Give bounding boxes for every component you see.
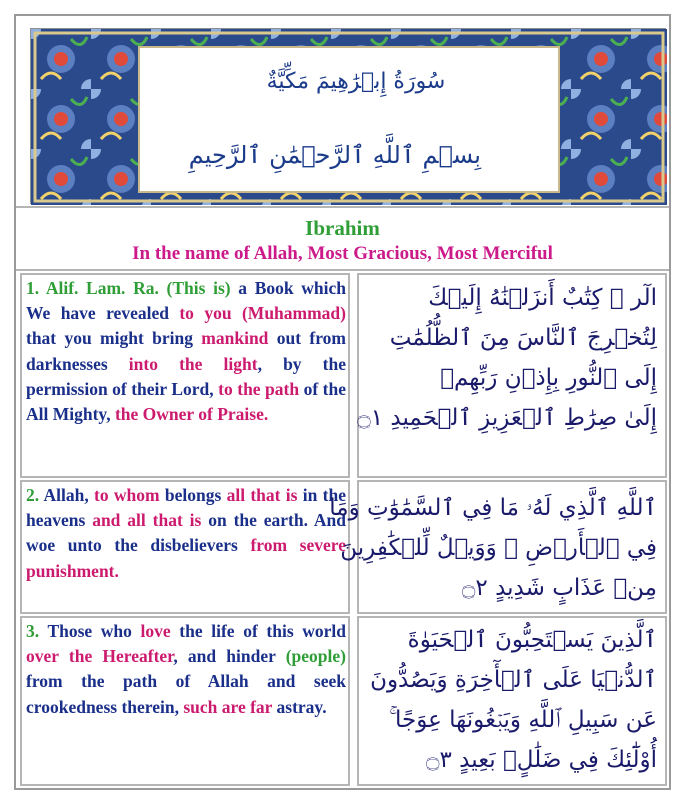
verse-3-text-segment: such are far — [183, 696, 273, 717]
verse-1-arabic-line: إِلَى ٱلنُّورِ بِإِذۡنِ رَبِّهِمۡ — [440, 365, 657, 391]
verse-3-text-segment: astray. — [272, 696, 327, 717]
verse-2-arabic-line: فِي ٱلۡأَرۡضِ ۗ وَوَيۡلٌ لِّلۡكَٰفِرِينَ — [340, 535, 657, 561]
surah-name-english: Ibrahim — [305, 216, 380, 240]
basmala-arabic: بِسۡمِ ٱللَّهِ ٱلرَّحۡمَٰنِ ٱلرَّحِيمِ — [188, 141, 481, 169]
verse-2-arabic-line: ٱللَّهِ ٱلَّذِي لَهُۥ مَا فِي ٱلسَّمَٰوَٰتِ وَمَا — [329, 495, 657, 521]
verse-1-text-segment: of the All Mighty, — [26, 378, 346, 425]
verse-1-text-segment: into the light — [128, 353, 258, 374]
verse-1-text-segment: a Book which We have revealed — [26, 278, 346, 324]
verse-1-text-segment: that you might bring — [26, 328, 202, 349]
verse-1-text-segment: to you (Muhammad) — [179, 303, 346, 324]
surah-header-banner — [30, 28, 666, 204]
verse-3-arabic-line: ٱلدُّنۡيَا عَلَى ٱلۡأٓخِرَةِ وَيَصُدُّونَ — [370, 667, 657, 693]
verse-2-text-segment: all that is — [226, 485, 298, 505]
surah-title-box — [16, 206, 669, 271]
verse-row-3 — [16, 614, 669, 790]
verse-3-text-segment: Those who — [47, 621, 141, 641]
verse-1-arabic-line: الٓر ۚ كِتَٰبٌ أَنزَلۡنَٰهُ إِلَيۡكَ — [428, 285, 657, 311]
verse-row-2 — [16, 478, 669, 614]
verse-2-arabic-line: مِنۡ عَذَابٍ شَدِيدٍ ۝٢ — [461, 575, 657, 601]
ornamental-frame — [31, 29, 667, 205]
verse-3-translation — [20, 616, 350, 786]
verse-1-arabic — [357, 273, 667, 478]
verse-2-text-segment: and all that is — [92, 510, 202, 531]
verse-3-arabic — [357, 616, 667, 786]
verse-1-arabic-line: إِلَىٰ صِرَٰطِ ٱلۡعَزِيزِ ٱلۡحَمِيدِ ۝١ — [357, 405, 657, 431]
verse-2-arabic — [329, 480, 667, 614]
verse-3-text-segment: 3. — [26, 621, 48, 641]
verse-1-arabic-line: لِتُخۡرِجَ ٱلنَّاسَ مِنَ ٱلظُّلُمَٰتِ — [389, 325, 657, 351]
verse-row-1 — [16, 271, 669, 478]
verse-3-arabic-line: عَن سَبِيلِ ٱللَّهِ وَيَبۡغُونَهَا عِوَجًا ۚ — [389, 707, 657, 733]
verse-3-text-segment: , and hinder — [173, 646, 286, 667]
verse-2-text-segment: belongs — [159, 485, 227, 505]
verse-3-text-segment: love — [140, 621, 171, 641]
verse-1-text-segment: out from darknesses — [26, 328, 347, 374]
verse-1-text-segment: (This is) — [166, 278, 231, 298]
verse-2-translation — [20, 480, 350, 614]
verse-2-text-segment: to whom — [94, 485, 160, 505]
verse-3-text-segment: (people) — [285, 646, 346, 667]
page-frame — [14, 14, 671, 790]
verse-2-text-segment: 2. — [26, 485, 44, 505]
verse-1-text-segment: 1. Alif. Lam. Ra. — [26, 278, 167, 298]
verse-1-text-segment: mankind — [201, 328, 269, 349]
verse-3-arabic-line: ٱلَّذِينَ يَسۡتَحِبُّونَ ٱلۡحَيَوٰةَ — [407, 627, 657, 653]
verse-3-text-segment: from the path of Allah and seek crookedness therein, — [26, 671, 346, 717]
verse-3-text-segment: the life of this world — [170, 621, 346, 641]
verse-3-arabic-line: أُوْلَٰٓئِكَ فِي ضَلَٰلٍۭ بَعِيدٍ ۝٣ — [426, 747, 657, 773]
verse-1-text-segment: , by the permission of their Lord, — [26, 353, 346, 399]
surah-title-arabic: سُورَةُ إِبۡرَٰهِيمَ مَكِّيَّةٌ — [266, 69, 446, 94]
verse-2-text-segment: from severe punishment. — [26, 535, 346, 581]
verse-2-text-segment: on the earth. And woe unto the disbelievers — [26, 510, 347, 556]
verse-3-text-segment: over the Hereafter — [26, 646, 174, 667]
verse-2-text-segment: Allah, — [43, 485, 94, 505]
verse-2-text-segment: in the heavens — [26, 485, 346, 531]
verse-1-translation — [20, 273, 350, 478]
verse-1-text-segment: the Owner of Praise. — [114, 404, 269, 425]
verse-1-text-segment: to the path — [218, 378, 300, 399]
basmala-english: In the name of Allah, Most Gracious, Most Merciful — [132, 243, 553, 264]
